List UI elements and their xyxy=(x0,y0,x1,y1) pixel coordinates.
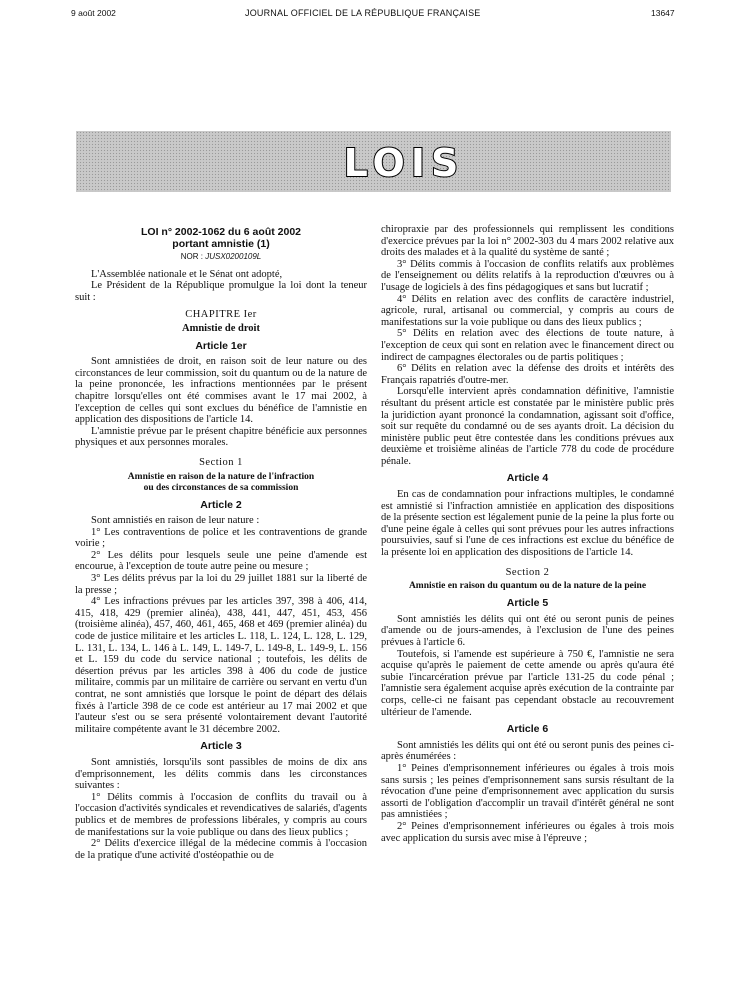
section-2-heading: Section 2 xyxy=(505,566,550,578)
article-paragraph: Sont amnistiées de droit, en raison soit de leur nature ou des circonstances de leur commission, soit du quantum ou de la nature de la peine prononcée, les infractions mentionnées par le présent chapitre lorsqu'elles ont été commises avant le 17 mai 2002, à l'exception de celles qui sont exclues du bénéfice de l'amnistie en application des dispositions de l'article 14. xyxy=(75,356,367,426)
chapitre-heading: CHAPITRE Ier xyxy=(185,309,257,321)
article-paragraph: Sont amnistiés en raison de leur nature : xyxy=(91,515,260,527)
article-paragraph: 2° Délits d'exercice illégal de la médecine commis à l'occasion de la pratique d'une activité d'ostéopathie ou de xyxy=(75,838,367,861)
article-paragraph: 3° Délits commis à l'occasion de conflits relatifs aux problèmes de l'enseignement ou délits relatifs à la reproduction d'œuvres ou à l'usage de logiciels à des fins pédagogiques et sans but lucratif ; xyxy=(381,258,674,293)
nor-reference xyxy=(75,251,367,263)
article-paragraph: 1° Délits commis à l'occasion de conflits du travail ou à l'occasion d'activités syndicales et revendicatives de salariés, d'agents publics et de membres de professions libérales, y compris au cours de manifestations sur la voie publique ou dans des lieux publics ; xyxy=(75,791,367,838)
article-paragraph: En cas de condamnation pour infractions multiples, le condamné est amnistié si l'infraction amnistiée en application des dispositions de la présente section est légalement punie de la peine la plus forte ou d'une peine égale à celles qui sont prévues pour les autres infractions poursuivies, sauf si l'une de ces infractions est exclue du bénéfice de la présente loi en application des dispositions de l'article 14. xyxy=(381,489,675,559)
law-title-line2: portant amnistie (1) xyxy=(172,238,270,250)
article-paragraph: 3° Les délits prévus par la loi du 29 juillet 1881 sur la liberté de la presse ; xyxy=(75,573,367,596)
article-paragraph: 4° Les infractions prévues par les articles 397, 398 à 406, 414, 415, 418, 429 (premier alinéa), 438, 441, 447, 451, 453, 456 (troisième alinéa), 457, 460, 461, 465, 468 et 469 (premier alinéa) du code de justice militaire et les articles L. 118, L. 124, L. 128, L. 129, L. 131, L. 134, L. 146 à L. 149, L. 149-7, L. 149-8, L. 149-9, L. 156 et L. 159 du code du service national ; toutefois, les délits de désertion prévus par les articles 398 à 406 du code de justice militaire, commis par un militaire de carrière ou servant en vertu d'un contrat, ne sont amnistiés que lorsque le point de départ des délais fixés à l'article 398 de ce code est antérieur au 17 mai 2002 et que l'auteur s'est ou se sera présenté volontairement devant l'autorité militaire compétente avant le 31 décembre 2002. xyxy=(75,596,367,735)
section-1-title-line2: ou des circonstances de sa commission xyxy=(143,482,299,493)
article-paragraph: 5° Délits en relation avec des élections de toute nature, à l'exception de ceux qui sont en relation avec le financement direct ou indirect de campagnes électorales ou de partis politiques ; xyxy=(381,328,674,363)
chapitre-title: Amnistie de droit xyxy=(182,322,260,334)
article-6-heading: Article 6 xyxy=(506,723,549,736)
article-paragraph-continuation: chiropraxie par des professionnels qui remplissent les conditions d'exercice prévues par la loi n° 2002-303 du 4 mars 2002 relative aux droits des malades et à la qualité du système de santé ; xyxy=(381,224,674,259)
nor-label: NOR : xyxy=(180,252,203,261)
article-paragraph: L'amnistie prévue par le présent chapitre bénéficie aux personnes physiques et aux personnes morales. xyxy=(75,425,367,449)
section-1-heading: Section 1 xyxy=(199,456,243,468)
article-paragraph: Toutefois, si l'amende est supérieure à 750 €, l'amnistie ne sera acquise qu'après le paiement de cette amende ou après qu'aura été subie l'incarcération prévue par l'article 131-25 du code pénal ; l'amnistie sera également acquise après exécution de la contrainte par corps, celle-ci ne faisant pas cependant obstacle au recouvrement ultérieur de l'amende. xyxy=(381,648,674,718)
article-3-heading: Article 3 xyxy=(200,740,242,753)
article-5-heading: Article 5 xyxy=(506,597,549,610)
section-1-title-line1: Amnistie en raison de la nature de l'infraction xyxy=(127,471,315,482)
nor-value: JUSX0200109L xyxy=(205,252,262,261)
article-paragraph: 6° Délits en relation avec la défense des droits et intérêts des Français rapatriés d'outre-mer. xyxy=(381,363,674,386)
page-header xyxy=(0,8,748,22)
article-2-heading: Article 2 xyxy=(200,498,242,511)
article-4-heading: Article 4 xyxy=(506,472,549,485)
article-paragraph: Sont amnistiés les délits qui ont été ou seront punis des peines ci-après énumérées : xyxy=(381,739,674,763)
lois-banner xyxy=(76,131,671,192)
section-1-title xyxy=(75,472,367,494)
left-column xyxy=(75,226,367,861)
law-title-line1: LOI n° 2002-1062 du 6 août 2002 xyxy=(140,226,302,238)
article-paragraph: Sont amnistiés, lorsqu'ils sont passibles de moins de dix ans d'emprisonnement, les délits commis dans les circonstances suivantes : xyxy=(75,756,367,792)
article-paragraph: 1° Les contraventions de police et les contraventions de grande voirie ; xyxy=(75,526,367,550)
intro-paragraph: L'Assemblée nationale et le Sénat ont adopté, xyxy=(91,268,283,280)
article-paragraph: 2° Les délits pour lesquels seule une peine d'amende est encourue, à l'exception de toute autre peine ou mesure ; xyxy=(75,549,367,573)
header-page-number: 13647 xyxy=(651,8,675,18)
banner-label: LOIS xyxy=(343,141,465,185)
article-paragraph: 1° Peines d'emprisonnement inférieures ou égales à trois mois sans sursis ; les peines d'emprisonnement sans sursis résultant de la révocation d'une peine d'emprisonnement avec application du sursis assorti de l'obligation d'accomplir un travail d'intérêt général ne sont pas amnistiées ; xyxy=(381,762,674,821)
article-paragraph: Sont amnistiés les délits qui ont été ou seront punis de peines d'amende ou de jours-amendes, à l'exclusion de l'une des peines prévues à l'article 6. xyxy=(381,613,674,648)
header-journal-title: JOURNAL OFFICIEL DE LA RÉPUBLIQUE FRANÇAISE xyxy=(245,8,481,18)
article-1-heading: Article 1er xyxy=(195,339,247,352)
article-paragraph: 2° Peines d'emprisonnement inférieures ou égales à trois mois avec application du sursis avec mise à l'épreuve ; xyxy=(381,820,674,844)
intro-paragraph: Le Président de la République promulgue la loi dont la teneur suit : xyxy=(75,280,367,303)
article-paragraph: 4° Délits en relation avec des conflits de caractère industriel, agricole, rural, artisanal ou commercial, y compris au cours de manifestations sur la voie publique ou dans des lieux publics ; xyxy=(381,293,674,328)
article-paragraph: Lorsqu'elle intervient après condamnation définitive, l'amnistie résultant du présent article est constatée par le ministère public près la juridiction ayant prononcé la condamnation, agissant soit d'office, soit sur requête du condamné ou de ses ayants droit. La décision du ministère public peut être contestée dans les conditions prévues aux deuxième et troisième alinéas de l'article 778 du code de procédure pénale. xyxy=(381,386,674,467)
section-2-title: Amnistie en raison du quantum ou de la nature de la peine xyxy=(408,581,647,592)
right-column xyxy=(381,224,674,844)
law-title xyxy=(75,226,367,250)
header-date: 9 août 2002 xyxy=(71,8,116,18)
